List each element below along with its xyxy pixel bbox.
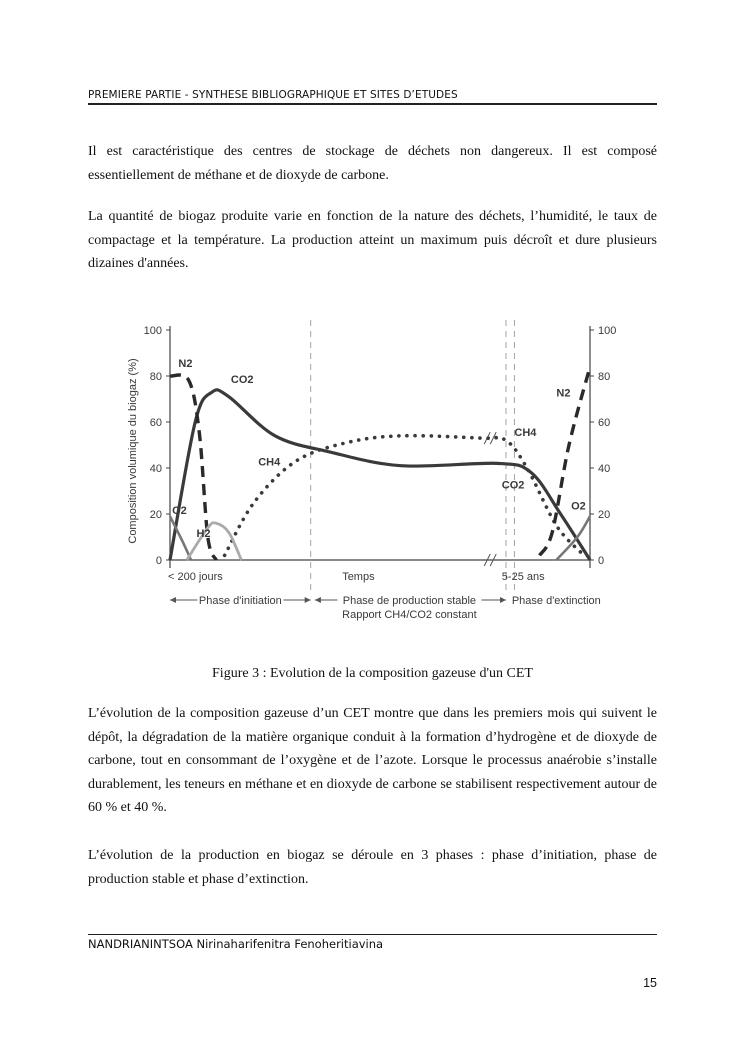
y-tick-label-left: 0	[155, 555, 162, 567]
paragraph-2: La quantité de biogaz produite varie en fonction de la nature des déchets, l’humidité, le taux de compactage et la température. La production atteint un maximum puis décroît et dure plusieurs dizaines d'années.	[88, 209, 657, 271]
y-tick-label-right: 0	[598, 555, 605, 567]
phase-label-stable-ratio: Rapport CH4/CO2 constant	[342, 609, 477, 621]
y-tick-label-right: 20	[598, 509, 611, 521]
series-label-o2: O2	[172, 505, 187, 517]
x-annotation-time: Temps	[342, 571, 375, 583]
figure-biogas-chart	[88, 296, 657, 658]
series-label-n2: N2	[178, 357, 193, 370]
y-tick-label-left: 20	[149, 509, 162, 521]
paragraph-4: L’évolution de la production en biogaz se déroule en 3 phases : phase d’initiation, phase de production stable et phase d’extinction.	[88, 848, 657, 887]
header-rule	[88, 103, 657, 105]
series-label-h2: H2	[196, 528, 211, 540]
y-axis-label: Composition volumique du biogaz (%)	[127, 358, 139, 544]
phase-arrow-stable-head-left	[315, 597, 321, 603]
biogas-composition-chart	[88, 296, 657, 658]
y-tick-label-left: 100	[143, 325, 162, 337]
paragraph-3: L’évolution de la composition gazeuse d’un CET montre que dans les premiers mois qui suivent le dépôt, la dégradation de la matière organique conduit à la formation d’hydrogène et de dioxyde de carbone, tout en consommant de l’oxygène et de l’azote. Lorsque le processus anaérobie s’installe durablement, les teneurs en méthane et en dioxyde de carbone se stabilisent respectivement autour de 60 % et 40 %.	[88, 706, 657, 815]
page-number: 15	[643, 976, 657, 990]
phase-arrow-initiation-head-right	[305, 597, 311, 603]
series-label-co2: CO2	[230, 373, 254, 386]
phase-label-stable: Phase de production stable	[342, 595, 477, 607]
series-line-co2	[170, 387, 590, 560]
series-label-ch4-right: CH4	[514, 426, 537, 439]
y-tick-label-right: 80	[598, 371, 611, 383]
series-label-o2-right: O2	[571, 500, 586, 513]
series-label-co2-right: CO2	[501, 479, 525, 492]
y-tick-label-left: 40	[149, 463, 162, 475]
y-tick-label-left: 80	[149, 371, 162, 383]
running-header: PREMIERE PARTIE - SYNTHESE BIBLIOGRAPHIQUE ET SITES D’ETUDES	[88, 89, 458, 101]
phase-arrow-stable-head-right	[500, 597, 506, 603]
series-label-ch4: CH4	[258, 456, 281, 469]
phase-arrow-initiation-head-left	[170, 597, 176, 603]
phase-label-initiation: Phase d'initiation	[198, 595, 282, 607]
x-annotation-initiation: < 200 jours	[168, 571, 223, 583]
x-annotation-extinction: 5-25 ans	[501, 571, 545, 583]
y-tick-label-left: 60	[149, 417, 162, 429]
phase-label-extinction: Phase d'extinction	[511, 595, 601, 607]
series-line-ch4	[225, 436, 582, 556]
footer-author: NANDRIANINTSOA Nirinaharifenitra Fenoheritiavina	[88, 937, 384, 951]
y-tick-label-right: 60	[598, 417, 611, 429]
paragraph-1: Il est caractéristique des centres de stockage de déchets non dangereux. Il est composé essentiellement de méthane et de dioxyde de carbone.	[88, 144, 657, 183]
y-tick-label-right: 100	[598, 325, 617, 337]
figure-caption: Figure 3 : Evolution de la composition gazeuse d'un CET	[212, 666, 533, 681]
series-label-n2-right: N2	[556, 387, 571, 400]
footer-rule	[88, 934, 657, 935]
y-tick-label-right: 40	[598, 463, 611, 475]
